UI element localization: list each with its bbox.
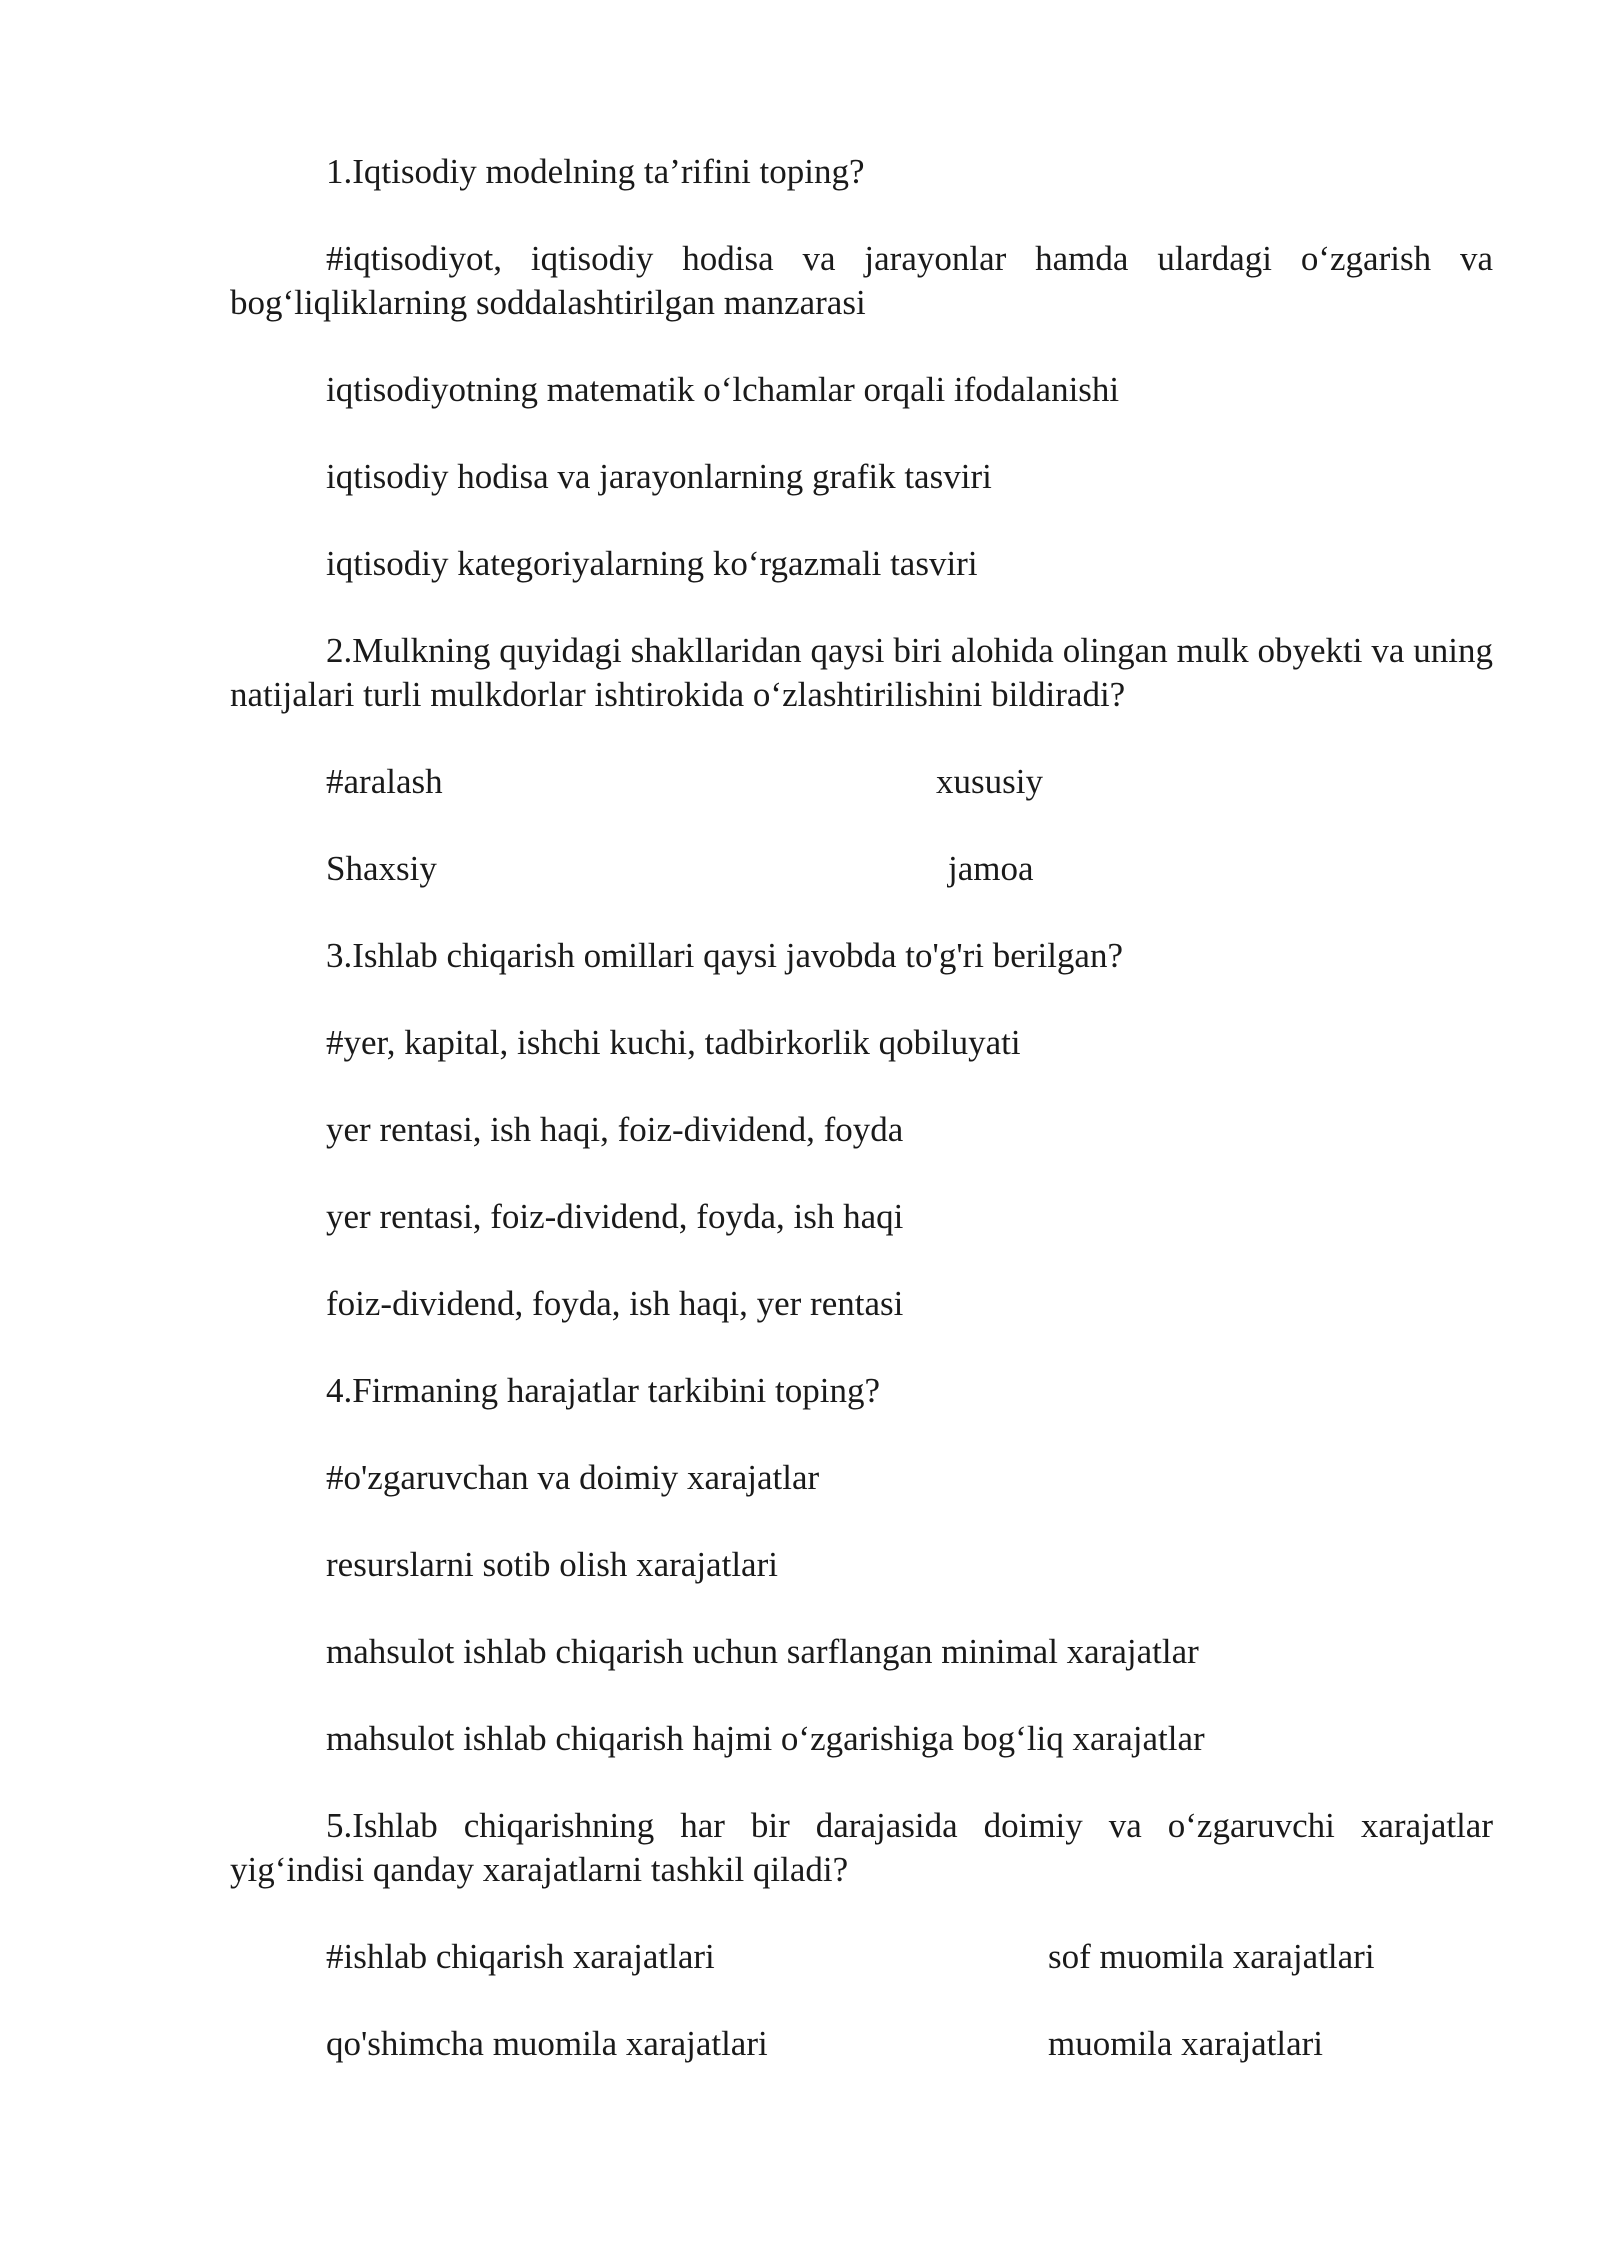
question-4: 4.Firmaning harajatlar tarkibini toping? [326, 1371, 881, 1410]
question-1-option-3: iqtisodiy hodisa va jarayonlarning grafik tasviri [326, 457, 992, 496]
question-3-option-1: #yer, kapital, ishchi kuchi, tadbirkorlik qobiluyati [326, 1023, 1021, 1062]
document-page [230, 150, 1493, 2109]
question-2-option-3: Shaxsiy [326, 849, 437, 888]
question-3-option-2: yer rentasi, ish haqi, foiz-dividend, foyda [326, 1110, 904, 1149]
question-4-option-2: resurslarni sotib olish xarajatlari [326, 1545, 778, 1584]
question-5-option-1: #ishlab chiqarish xarajatlari [326, 1937, 715, 1976]
question-3-option-3: yer rentasi, foiz-dividend, foyda, ish haqi [326, 1197, 904, 1236]
question-4-option-1: #o'zgaruvchan va doimiy xarajatlar [326, 1458, 820, 1497]
question-5-option-4: muomila xarajatlari [1048, 2024, 1324, 2063]
question-5-options-row-2 [230, 2022, 1493, 2066]
question-2-option-2: xususiy [936, 762, 1043, 801]
question-3-option-4: foiz-dividend, foyda, ish haqi, yer rentasi [326, 1284, 904, 1323]
question-1-option-4: iqtisodiy kategoriyalarning ko‘rgazmali tasviri [326, 544, 978, 583]
question-1-option-1: #iqtisodiyot, iqtisodiy hodisa va jarayonlar hamda ulardagi o‘zgarish va bog‘liqliklarning soddalashtirilgan manzarasi [230, 239, 1493, 322]
question-2-options-row-2 [230, 847, 1493, 891]
question-1-option-2: iqtisodiyotning matematik o‘lchamlar orqali ifodalanishi [326, 370, 1120, 409]
question-4-option-4: mahsulot ishlab chiqarish hajmi o‘zgarishiga bog‘liq xarajatlar [326, 1719, 1205, 1758]
question-5-options-row-1 [230, 1935, 1493, 1979]
question-5-option-2: sof muomila xarajatlari [1048, 1937, 1375, 1976]
question-2-option-4: jamoa [948, 849, 1034, 888]
question-2-option-1: #aralash [326, 762, 443, 801]
question-5: 5.Ishlab chiqarishning har bir darajasida doimiy va o‘zgaruvchi xarajatlar yig‘indisi qanday xarajatlarni tashkil qiladi? [230, 1806, 1493, 1889]
question-2: 2.Mulkning quyidagi shakllaridan qaysi biri alohida olingan mulk obyekti va uning natijalari turli mulkdorlar ishtirokida o‘zlashtirilishini bildiradi? [230, 631, 1493, 714]
question-1: 1.Iqtisodiy modelning ta’rifini toping? [326, 152, 865, 191]
question-3: 3.Ishlab chiqarish omillari qaysi javobda to'g'ri berilgan? [326, 936, 1123, 975]
question-5-option-3: qo'shimcha muomila xarajatlari [326, 2024, 768, 2063]
question-2-options-row-1 [230, 760, 1493, 804]
question-4-option-3: mahsulot ishlab chiqarish uchun sarflangan minimal xarajatlar [326, 1632, 1199, 1671]
